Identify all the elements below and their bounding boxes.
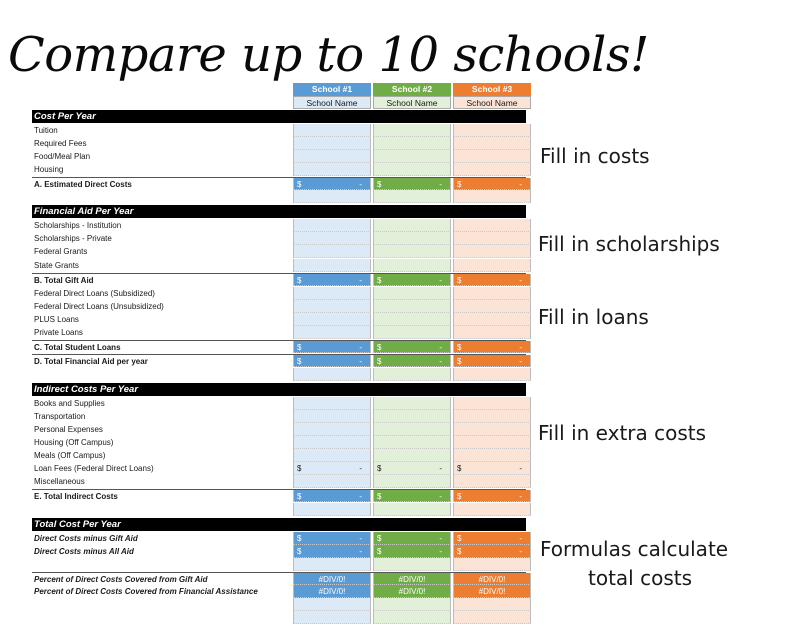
row-label: Federal Grants <box>34 247 88 256</box>
input-cell[interactable] <box>453 287 531 300</box>
empty-cell[interactable] <box>453 503 531 516</box>
note-fill-extra-costs: Fill in extra costs <box>538 421 707 445</box>
input-cell[interactable] <box>293 397 371 410</box>
table-row <box>32 436 526 449</box>
empty-cell[interactable] <box>373 190 451 203</box>
input-cell[interactable] <box>293 150 371 163</box>
row-label: Miscellaneous <box>34 477 85 486</box>
total-cell[interactable]: $ - <box>293 274 371 286</box>
input-cell[interactable] <box>453 410 531 423</box>
empty-cell[interactable] <box>293 598 371 611</box>
input-cell[interactable] <box>293 163 371 176</box>
total-row <box>32 489 526 502</box>
row-label: Scholarships - Institution <box>34 221 122 230</box>
empty-cell[interactable] <box>373 611 451 624</box>
table-row <box>32 137 526 150</box>
row-label: Federal Direct Loans (Subsidized) <box>34 289 155 298</box>
section-title: Total Cost Per Year <box>34 519 121 530</box>
section-aid-header <box>32 205 526 218</box>
empty-cell[interactable] <box>453 558 531 571</box>
total-cell[interactable]: $ - <box>453 355 531 367</box>
spacer-row <box>32 611 526 624</box>
row-label: Loan Fees (Federal Direct Loans) <box>34 464 154 473</box>
empty-cell[interactable] <box>293 190 371 203</box>
input-cell[interactable] <box>373 245 451 258</box>
row-label: Housing (Off Campus) <box>34 438 114 447</box>
spacer-row <box>32 503 526 516</box>
input-cell[interactable] <box>373 410 451 423</box>
total-cell[interactable]: $ - <box>453 178 531 190</box>
error-cell[interactable]: #DIV/0! <box>293 573 371 585</box>
input-cell[interactable] <box>293 245 371 258</box>
page-title: Compare up to 10 schools! <box>8 27 649 83</box>
table-row <box>32 449 526 462</box>
section-totals-header <box>32 518 526 531</box>
school-1-name[interactable]: School Name <box>293 96 371 109</box>
total-row <box>32 177 526 190</box>
row-label: C. Total Student Loans <box>34 343 121 352</box>
total-cell[interactable]: $ - <box>373 274 451 286</box>
row-label: A. Estimated Direct Costs <box>34 180 132 189</box>
error-cell[interactable]: #DIV/0! <box>453 585 531 598</box>
total-cell[interactable]: $ - <box>453 341 531 353</box>
row-label: Transportation <box>34 412 86 421</box>
row-label: Federal Direct Loans (Unsubsidized) <box>34 302 164 311</box>
total-row <box>32 340 526 353</box>
section-title: Cost Per Year <box>34 111 96 122</box>
row-label: D. Total Financial Aid per year <box>34 357 148 366</box>
school-3-name[interactable]: School Name <box>453 96 531 109</box>
input-cell[interactable] <box>373 475 451 488</box>
table-row <box>32 410 526 423</box>
row-label: PLUS Loans <box>34 315 79 324</box>
input-cell[interactable] <box>373 326 451 339</box>
error-cell[interactable]: #DIV/0! <box>373 585 451 598</box>
school-1-header[interactable]: School #1 <box>293 83 371 96</box>
input-cell[interactable] <box>293 475 371 488</box>
row-label: Books and Supplies <box>34 399 105 408</box>
percent-row <box>32 585 526 598</box>
input-cell[interactable] <box>373 124 451 137</box>
input-cell[interactable] <box>293 124 371 137</box>
input-cell[interactable] <box>453 436 531 449</box>
spacer-row <box>32 368 526 381</box>
row-label: Scholarships - Private <box>34 234 112 243</box>
error-cell[interactable]: #DIV/0! <box>453 573 531 585</box>
spacer-row <box>32 558 526 571</box>
input-cell[interactable] <box>373 259 451 272</box>
input-cell[interactable] <box>453 326 531 339</box>
input-cell[interactable] <box>453 449 531 462</box>
table-row <box>32 219 526 232</box>
spacer-row <box>32 598 526 611</box>
total-cell[interactable]: $ - <box>293 545 371 558</box>
table-row <box>32 475 526 488</box>
input-cell[interactable] <box>453 150 531 163</box>
input-cell[interactable] <box>453 232 531 245</box>
total-cell[interactable]: $ - <box>373 490 451 502</box>
row-label: Food/Meal Plan <box>34 152 91 161</box>
input-cell[interactable] <box>373 449 451 462</box>
input-cell[interactable] <box>373 150 451 163</box>
school-2-name[interactable]: School Name <box>373 96 451 109</box>
input-cell[interactable] <box>293 436 371 449</box>
error-cell[interactable]: #DIV/0! <box>373 573 451 585</box>
total-cell[interactable]: $ - <box>373 178 451 190</box>
row-label: Tuition <box>34 126 58 135</box>
empty-cell[interactable] <box>293 558 371 571</box>
input-cell[interactable] <box>293 326 371 339</box>
input-cell[interactable] <box>293 449 371 462</box>
total-cell[interactable]: $ - <box>453 532 531 545</box>
school-2-header[interactable]: School #2 <box>373 83 451 96</box>
input-cell[interactable] <box>453 300 531 313</box>
input-cell[interactable] <box>373 287 451 300</box>
formula-cell[interactable]: $ - <box>293 462 371 475</box>
empty-cell[interactable] <box>453 598 531 611</box>
row-label: Direct Costs minus Gift Aid <box>34 534 138 543</box>
table-row <box>32 287 526 300</box>
input-cell[interactable] <box>293 410 371 423</box>
total-cell[interactable]: $ - <box>373 341 451 353</box>
input-cell[interactable] <box>373 137 451 150</box>
input-cell[interactable] <box>453 163 531 176</box>
input-cell[interactable] <box>373 423 451 436</box>
input-cell[interactable] <box>453 245 531 258</box>
total-cell[interactable]: $ - <box>293 341 371 353</box>
note-fill-costs: Fill in costs <box>540 144 650 168</box>
row-label: B. Total Gift Aid <box>34 276 94 285</box>
input-cell[interactable] <box>293 300 371 313</box>
table-row <box>32 232 526 245</box>
input-cell[interactable] <box>293 232 371 245</box>
total-cell[interactable]: $ - <box>293 532 371 545</box>
note-formulas-line2: total costs <box>588 566 693 590</box>
total-cell[interactable]: $ - <box>293 355 371 367</box>
table-row <box>32 163 526 176</box>
input-cell[interactable] <box>373 397 451 410</box>
section-title: Financial Aid Per Year <box>34 206 134 217</box>
input-cell[interactable] <box>293 313 371 326</box>
input-cell[interactable] <box>373 436 451 449</box>
input-cell[interactable] <box>453 219 531 232</box>
spacer-row <box>32 190 526 203</box>
section-indirect-header <box>32 383 526 396</box>
total-cell[interactable]: $ - <box>453 490 531 502</box>
total-cell[interactable]: $ - <box>373 532 451 545</box>
table-row <box>32 462 526 475</box>
total-row <box>32 354 526 367</box>
empty-cell[interactable] <box>293 503 371 516</box>
input-cell[interactable] <box>453 397 531 410</box>
total-cell[interactable]: $ - <box>293 490 371 502</box>
input-cell[interactable] <box>373 300 451 313</box>
input-cell[interactable] <box>453 259 531 272</box>
row-label: Private Loans <box>34 328 83 337</box>
empty-cell[interactable] <box>373 598 451 611</box>
table-row <box>32 300 526 313</box>
empty-cell[interactable] <box>453 368 531 381</box>
note-formulas-line1: Formulas calculate <box>540 537 729 561</box>
input-cell[interactable] <box>373 313 451 326</box>
input-cell[interactable] <box>293 137 371 150</box>
input-cell[interactable] <box>293 287 371 300</box>
table-row <box>32 259 526 272</box>
empty-cell[interactable] <box>373 368 451 381</box>
input-cell[interactable] <box>293 219 371 232</box>
empty-cell[interactable] <box>293 611 371 624</box>
note-fill-loans: Fill in loans <box>538 305 649 329</box>
table-row <box>32 313 526 326</box>
total-row <box>32 273 526 286</box>
row-label: State Grants <box>34 261 79 270</box>
row-label: Meals (Off Campus) <box>34 451 106 460</box>
note-fill-scholarships: Fill in scholarships <box>538 232 720 256</box>
percent-row <box>32 572 526 585</box>
input-cell[interactable] <box>453 313 531 326</box>
row-label: Percent of Direct Costs Covered from Financial Assistance <box>34 587 258 596</box>
row-label: Percent of Direct Costs Covered from Gift Aid <box>34 575 208 584</box>
total-cell[interactable]: $ - <box>373 355 451 367</box>
error-cell[interactable]: #DIV/0! <box>293 585 371 598</box>
total-cell[interactable]: $ - <box>453 545 531 558</box>
empty-cell[interactable] <box>453 611 531 624</box>
input-cell[interactable] <box>453 423 531 436</box>
total-cell[interactable]: $ - <box>293 178 371 190</box>
row-label: Housing <box>34 165 64 174</box>
school-3-header[interactable]: School #3 <box>453 83 531 96</box>
row-label: Required Fees <box>34 139 87 148</box>
input-cell[interactable] <box>453 137 531 150</box>
input-cell[interactable] <box>453 475 531 488</box>
table-row <box>32 423 526 436</box>
section-title: Indirect Costs Per Year <box>34 384 139 395</box>
empty-cell[interactable] <box>373 558 451 571</box>
section-cost-header <box>32 110 526 123</box>
input-cell[interactable] <box>453 124 531 137</box>
input-cell[interactable] <box>373 232 451 245</box>
total-cell[interactable]: $ - <box>373 545 451 558</box>
table-row <box>32 245 526 258</box>
input-cell[interactable] <box>293 259 371 272</box>
table-row <box>32 545 526 558</box>
total-cell[interactable]: $ - <box>453 274 531 286</box>
empty-cell[interactable] <box>453 190 531 203</box>
table-row <box>32 326 526 339</box>
row-label: Direct Costs minus All Aid <box>34 547 134 556</box>
table-row <box>32 532 526 545</box>
formula-cell[interactable]: $ - <box>373 462 451 475</box>
input-cell[interactable] <box>293 423 371 436</box>
table-row <box>32 150 526 163</box>
empty-cell[interactable] <box>293 368 371 381</box>
empty-cell[interactable] <box>373 503 451 516</box>
input-cell[interactable] <box>373 219 451 232</box>
table-row <box>32 397 526 410</box>
input-cell[interactable] <box>373 163 451 176</box>
row-label: E. Total Indirect Costs <box>34 492 118 501</box>
table-row <box>32 124 526 137</box>
row-label: Personal Expenses <box>34 425 103 434</box>
formula-cell[interactable]: $ - <box>453 462 531 475</box>
